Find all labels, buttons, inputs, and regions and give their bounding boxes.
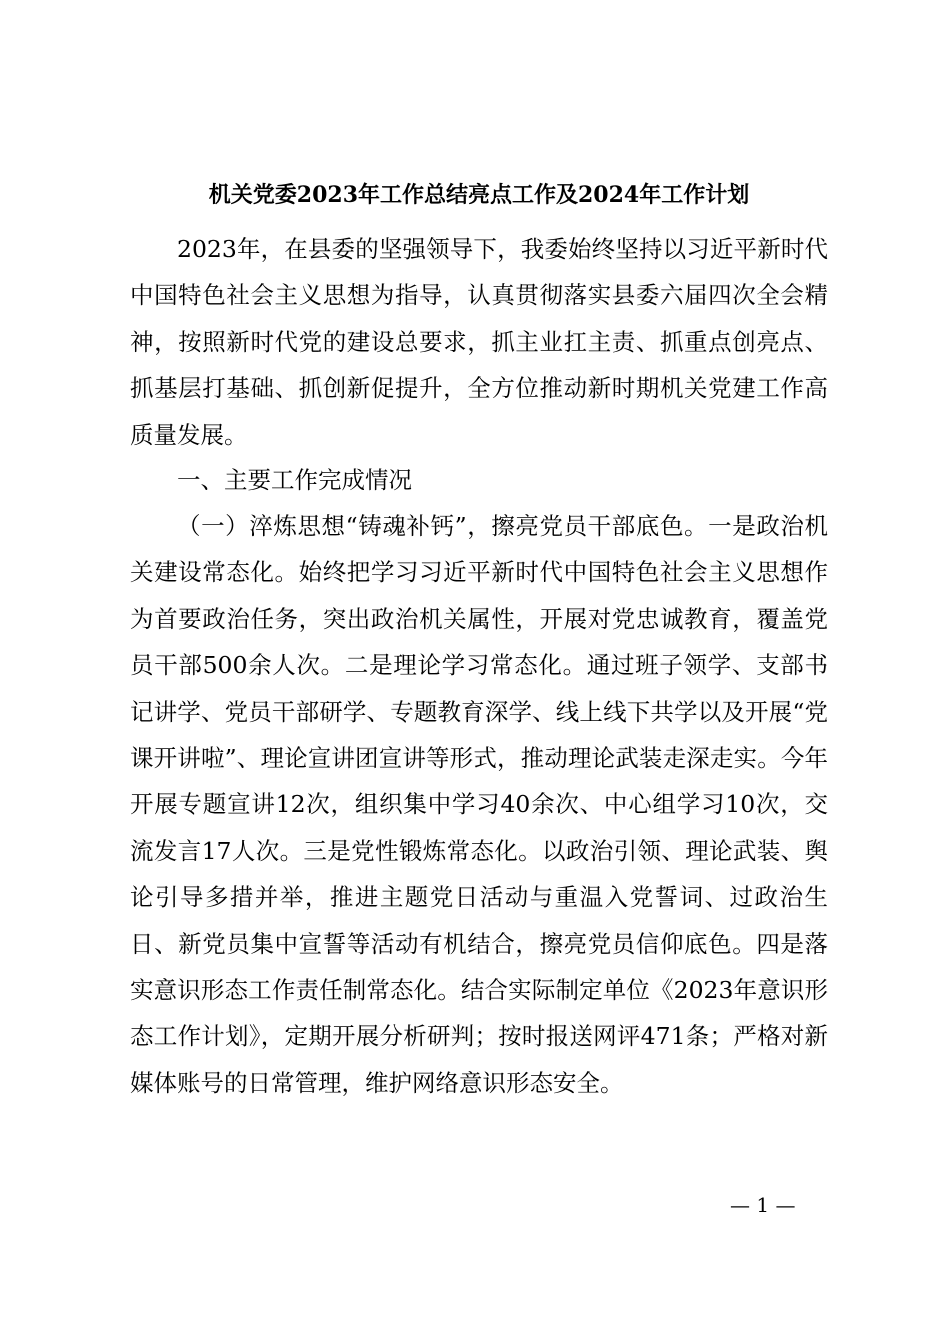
section-heading: 一、主要工作完成情况 [177,466,412,494]
document-title: 机关党委2023年工作总结亮点工作及2024年工作计划 [208,182,750,208]
section-paragraph: （一）淬炼思想“铸魂补钙”，擦亮党员干部底色。一是政治机关建设常态化。始终把学习习近平新时代中国特色社会主义思想作为首要政治任务，突出政治机关属性，开展对党忠诚教育，覆盖党员干部500余人次。二是理论学习常态化。通过班子领学、支部书记讲学、党员干部研学、专题教育深学、线上线下共学以及开展“党课开讲啦”、理论宣讲团宣讲等形式，推动理论武装走深走实。今年开展专题宣讲12次，组织集中学习40余次、中心组学习10次，交流发言17人次。三是党性锻炼常态化。以政治引领、理论武装、舆论引导多措并举，推进主题党日活动与重温入党誓词、过政治生日、新党员集中宣誓等活动有机结合，擦亮党员信仰底色。四是落实意识形态工作责任制常态化。结合实际制定单位《2023年意识形态工作计划》，定期开展分析研判；按时报送网评471条；严格对新媒体账号的日常管理，维护网络意识形态安全。 [130,512,828,1097]
intro-paragraph: 2023年，在县委的坚强领导下，我委始终坚持以习近平新时代中国特色社会主义思想为指导，认真贯彻落实县委六届四次全会精神，按照新时代党的建设总要求，抓主业扛主责、抓重点创亮点、抓基层打基础、抓创新促提升，全方位推动新时期机关党建工作高质量发展。 [130,235,828,449]
page-number: — 1 — [730,1193,796,1217]
